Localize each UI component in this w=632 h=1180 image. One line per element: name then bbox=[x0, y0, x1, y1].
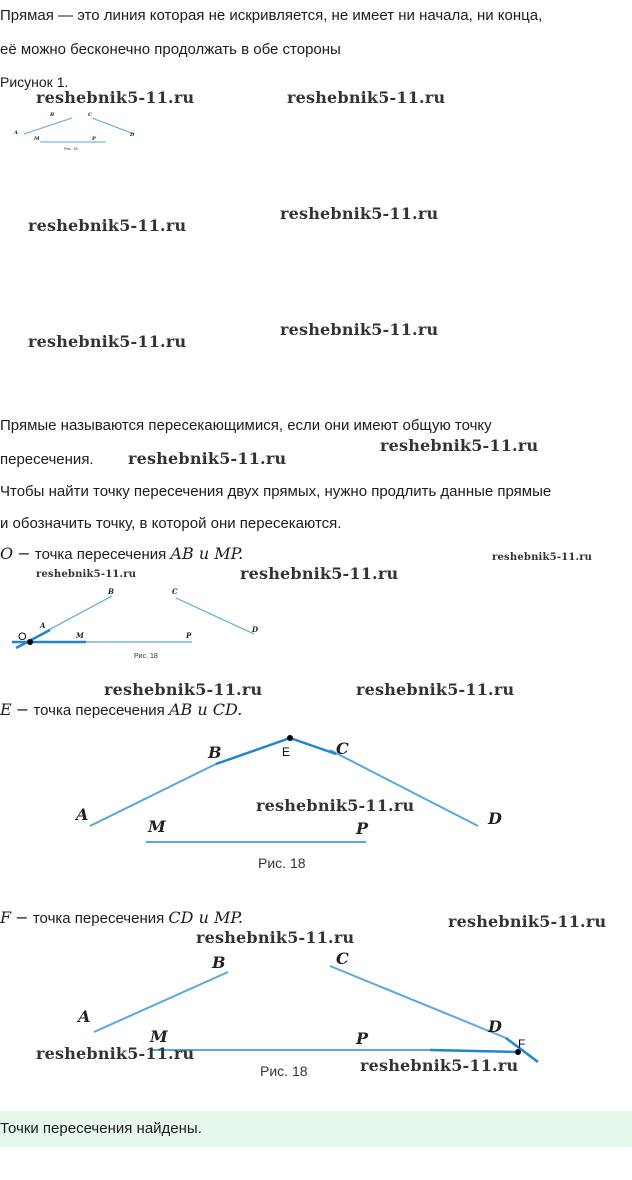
var-o: O bbox=[0, 544, 14, 563]
intro-line-2: её можно бесконечно продолжать в обе стороны bbox=[0, 41, 341, 58]
point-d-label: D bbox=[252, 625, 259, 634]
var-f: F bbox=[0, 908, 12, 927]
line-ab bbox=[94, 972, 228, 1032]
watermark: reshebnik5-11.ru bbox=[104, 680, 263, 699]
watermark: reshebnik5-11.ru bbox=[448, 912, 607, 931]
point-b-label: B bbox=[208, 743, 222, 762]
result-banner: Точки пересечения найдены. bbox=[0, 1111, 632, 1147]
figure-caption: Рис. 18 bbox=[258, 855, 306, 871]
point-p-label: P bbox=[356, 1029, 369, 1048]
watermark: reshebnik5-11.ru bbox=[36, 1044, 195, 1063]
point-b-label: B bbox=[212, 953, 226, 972]
point-m-label: M bbox=[76, 631, 84, 640]
statement-text: точка пересечения bbox=[33, 702, 165, 719]
watermark: reshebnik5-11.ru bbox=[28, 332, 187, 351]
statement-e bbox=[0, 700, 242, 721]
watermark: reshebnik5-11.ru bbox=[196, 928, 355, 947]
watermark: reshebnik5-11.ru bbox=[36, 569, 137, 580]
statement-text: точка пересечения bbox=[34, 546, 167, 563]
point-a-label: A bbox=[40, 621, 46, 630]
watermark: reshebnik5-11.ru bbox=[360, 1056, 519, 1075]
watermark: reshebnik5-11.ru bbox=[380, 436, 539, 455]
watermark: reshebnik5-11.ru bbox=[36, 88, 195, 107]
figure-caption: Рис. 18 bbox=[260, 1063, 308, 1079]
extension-ab bbox=[216, 738, 290, 764]
point-o bbox=[27, 639, 33, 645]
point-p-label: P bbox=[186, 631, 192, 640]
point-e bbox=[287, 735, 293, 741]
watermark: reshebnik5-11.ru bbox=[256, 796, 415, 815]
statement-o bbox=[0, 544, 243, 565]
point-c-label: C bbox=[172, 587, 178, 596]
watermark: reshebnik5-11.ru bbox=[492, 552, 593, 563]
point-a-label: A bbox=[76, 805, 89, 824]
point-d-label: D bbox=[488, 809, 502, 828]
var-e: E bbox=[0, 700, 12, 719]
extension-mp bbox=[430, 1050, 518, 1052]
dash: − bbox=[15, 908, 29, 927]
watermark: reshebnik5-11.ru bbox=[287, 88, 446, 107]
figure-caption: Рис. 18 bbox=[134, 653, 158, 660]
dash: − bbox=[17, 544, 31, 563]
point-f-label: F bbox=[518, 1037, 526, 1051]
watermark: reshebnik5-11.ru bbox=[240, 564, 399, 583]
watermark: reshebnik5-11.ru bbox=[280, 204, 439, 223]
point-c-label: C bbox=[88, 112, 92, 118]
figure-caption: Рис. 18 bbox=[64, 146, 78, 151]
line-cd bbox=[330, 966, 506, 1038]
point-p-label: P bbox=[92, 136, 96, 142]
definition-line-1: Прямые называются пересекающимися, если они имеют общую точку bbox=[0, 417, 492, 434]
watermark: reshebnik5-11.ru bbox=[356, 680, 515, 699]
point-m-label: M bbox=[148, 817, 166, 836]
definition-line-3: Чтобы найти точку пересечения двух прямых, нужно продлить данные прямые bbox=[0, 483, 552, 500]
watermark: reshebnik5-11.ru bbox=[128, 449, 287, 468]
point-d-label: D bbox=[130, 132, 135, 138]
line-cd bbox=[176, 598, 254, 634]
definition-line-2: пересечения. bbox=[0, 451, 94, 468]
point-m-label: M bbox=[150, 1027, 168, 1046]
figure-o bbox=[0, 578, 290, 664]
figure-label: Рисунок 1. bbox=[0, 74, 69, 90]
statement-text: точка пересечения bbox=[32, 910, 165, 927]
point-b-label: B bbox=[50, 112, 55, 118]
lines-ab-mp: AB и MP. bbox=[170, 544, 244, 563]
figure-1 bbox=[8, 104, 144, 152]
point-a-label: A bbox=[78, 1007, 91, 1026]
watermark: reshebnik5-11.ru bbox=[280, 320, 439, 339]
point-p-label: P bbox=[356, 819, 369, 838]
point-e-label: E bbox=[282, 745, 291, 759]
point-b-label: B bbox=[108, 587, 114, 596]
watermark: reshebnik5-11.ru bbox=[28, 216, 187, 235]
extension-cd bbox=[290, 738, 336, 754]
intro-line-1: Прямая — это линия которая не искривляется, не имеет ни начала, ни конца, bbox=[0, 7, 543, 24]
point-c-label: C bbox=[336, 739, 349, 758]
line-cd bbox=[92, 118, 134, 134]
point-c-label: C bbox=[336, 949, 349, 968]
definition-line-4: и обозначить точку, в которой они пересекаются. bbox=[0, 515, 342, 532]
dash: − bbox=[15, 700, 30, 719]
point-a-label: A bbox=[14, 130, 18, 136]
statement-f bbox=[0, 908, 243, 929]
lines-cd-mp: CD и MP. bbox=[168, 908, 243, 927]
lines-ab-cd: AB и CD. bbox=[168, 700, 243, 719]
line-ab bbox=[24, 118, 72, 134]
point-o-label: O bbox=[18, 631, 27, 643]
point-m-label: M bbox=[34, 136, 40, 142]
point-d-label: D bbox=[488, 1017, 502, 1036]
